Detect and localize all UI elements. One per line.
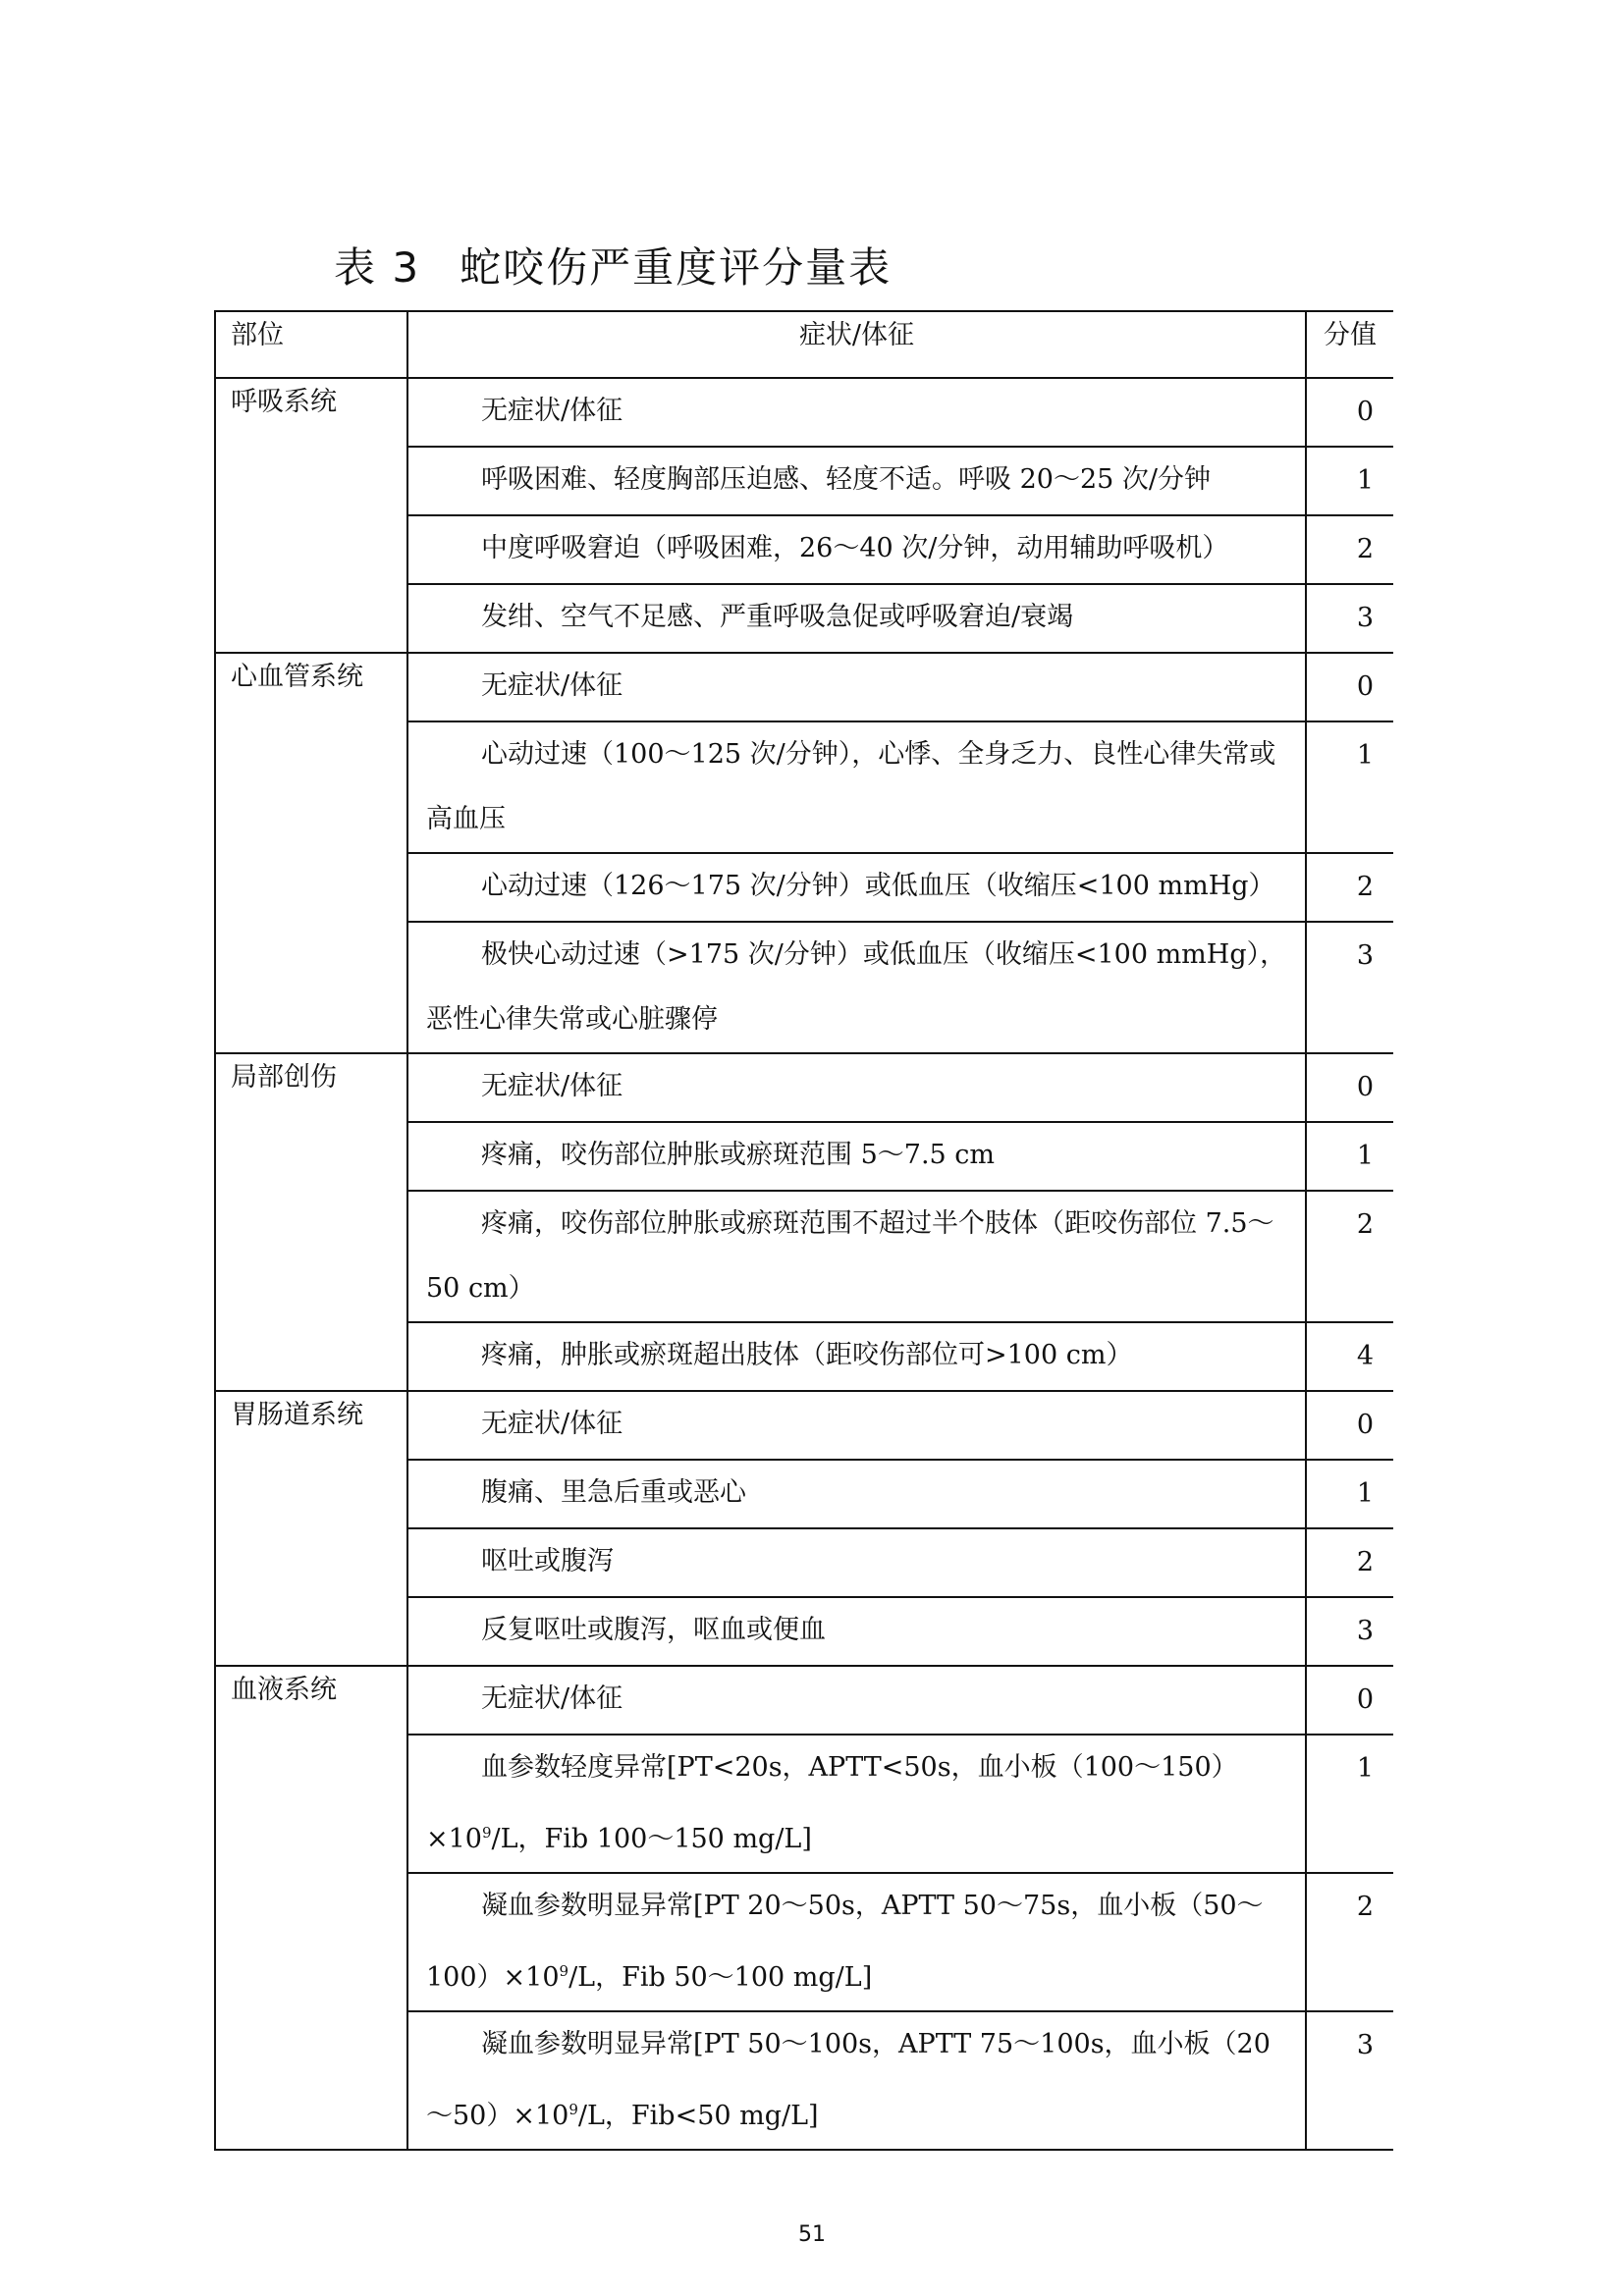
header-symptom: 症状/体征	[407, 311, 1306, 378]
symptom-cell: 无症状/体征	[407, 1391, 1306, 1460]
score-cell: 2	[1306, 1873, 1393, 2011]
score-cell: 2	[1306, 1528, 1393, 1597]
score-cell: 0	[1306, 1391, 1393, 1460]
table-title	[334, 236, 892, 294]
exponent: 9	[568, 2101, 578, 2118]
symptom-cell: 反复呕吐或腹泻，呕血或便血	[407, 1597, 1306, 1666]
table-row	[215, 378, 1393, 447]
header-score: 分值	[1306, 311, 1393, 378]
score-cell: 3	[1306, 584, 1393, 653]
symptom-cell: 呼吸困难、轻度胸部压迫感、轻度不适。呼吸 20～25 次/分钟	[407, 447, 1306, 515]
page-number: 51	[798, 2222, 826, 2247]
score-cell: 1	[1306, 447, 1393, 515]
symptom-cell: 中度呼吸窘迫（呼吸困难，26～40 次/分钟，动用辅助呼吸机）	[407, 515, 1306, 584]
symptom-cell: 腹痛、里急后重或恶心	[407, 1460, 1306, 1528]
exponent: 9	[559, 1962, 569, 1980]
score-cell: 1	[1306, 1122, 1393, 1191]
symptom-text: 凝血参数明显异常[PT 20～50s，APTT 50～75s，血小板（50～100）×10	[426, 1891, 1264, 1993]
header-region: 部位	[215, 311, 407, 378]
symptom-cell	[407, 1735, 1306, 1873]
region-cell: 胃肠道系统	[215, 1391, 407, 1666]
symptom-cell: 无症状/体征	[407, 653, 1306, 721]
region-cell: 心血管系统	[215, 653, 407, 1053]
score-cell: 3	[1306, 2011, 1393, 2150]
symptom-cell: 疼痛，肿胀或瘀斑超出肢体（距咬伤部位可>100 cm）	[407, 1322, 1306, 1391]
score-cell: 0	[1306, 1666, 1393, 1735]
table-number: 表 3	[334, 243, 421, 292]
symptom-cell: 疼痛，咬伤部位肿胀或瘀斑范围不超过半个肢体（距咬伤部位 7.5～50 cm）	[407, 1191, 1306, 1322]
score-cell: 2	[1306, 515, 1393, 584]
region-cell: 局部创伤	[215, 1053, 407, 1391]
score-cell: 2	[1306, 853, 1393, 922]
score-cell: 1	[1306, 721, 1393, 853]
score-cell: 2	[1306, 1191, 1393, 1322]
severity-score-table	[214, 310, 1393, 2151]
symptom-cell: 心动过速（100～125 次/分钟），心悸、全身乏力、良性心律失常或高血压	[407, 721, 1306, 853]
symptom-text: /L，Fib 50～100 mg/L]	[568, 1962, 873, 1993]
table-row	[215, 1391, 1393, 1460]
symptom-cell: 无症状/体征	[407, 1666, 1306, 1735]
score-cell: 0	[1306, 378, 1393, 447]
header-row	[215, 311, 1393, 378]
symptom-cell	[407, 2011, 1306, 2150]
score-cell: 1	[1306, 1460, 1393, 1528]
symptom-cell: 心动过速（126～175 次/分钟）或低血压（收缩压<100 mmHg）	[407, 853, 1306, 922]
table-row	[215, 1666, 1393, 1735]
score-cell: 3	[1306, 922, 1393, 1053]
table-row	[215, 1053, 1393, 1122]
score-cell: 0	[1306, 1053, 1393, 1122]
symptom-text: /L，Fib<50 mg/L]	[577, 2101, 819, 2131]
score-cell: 4	[1306, 1322, 1393, 1391]
symptom-text: /L，Fib 100～150 mg/L]	[491, 1824, 812, 1854]
symptom-cell	[407, 1873, 1306, 2011]
table-title-text: 蛇咬伤严重度评分量表	[460, 243, 893, 292]
symptom-cell: 呕吐或腹泻	[407, 1528, 1306, 1597]
score-cell: 3	[1306, 1597, 1393, 1666]
region-cell: 血液系统	[215, 1666, 407, 2150]
symptom-cell: 无症状/体征	[407, 378, 1306, 447]
symptom-cell: 极快心动过速（>175 次/分钟）或低血压（收缩压<100 mmHg），恶性心律失常或心脏骤停	[407, 922, 1306, 1053]
table-row	[215, 653, 1393, 721]
region-cell: 呼吸系统	[215, 378, 407, 653]
score-cell: 1	[1306, 1735, 1393, 1873]
symptom-cell: 无症状/体征	[407, 1053, 1306, 1122]
symptom-cell: 发绀、空气不足感、严重呼吸急促或呼吸窘迫/衰竭	[407, 584, 1306, 653]
symptom-text: 血参数轻度异常[PT<20s，APTT<50s，血小板（100～150）×10	[426, 1752, 1238, 1854]
symptom-cell: 疼痛，咬伤部位肿胀或瘀斑范围 5～7.5 cm	[407, 1122, 1306, 1191]
score-cell: 0	[1306, 653, 1393, 721]
symptom-text: 凝血参数明显异常[PT 50～100s，APTT 75～100s，血小板（20～50）×10	[426, 2029, 1271, 2131]
exponent: 9	[481, 1824, 492, 1842]
